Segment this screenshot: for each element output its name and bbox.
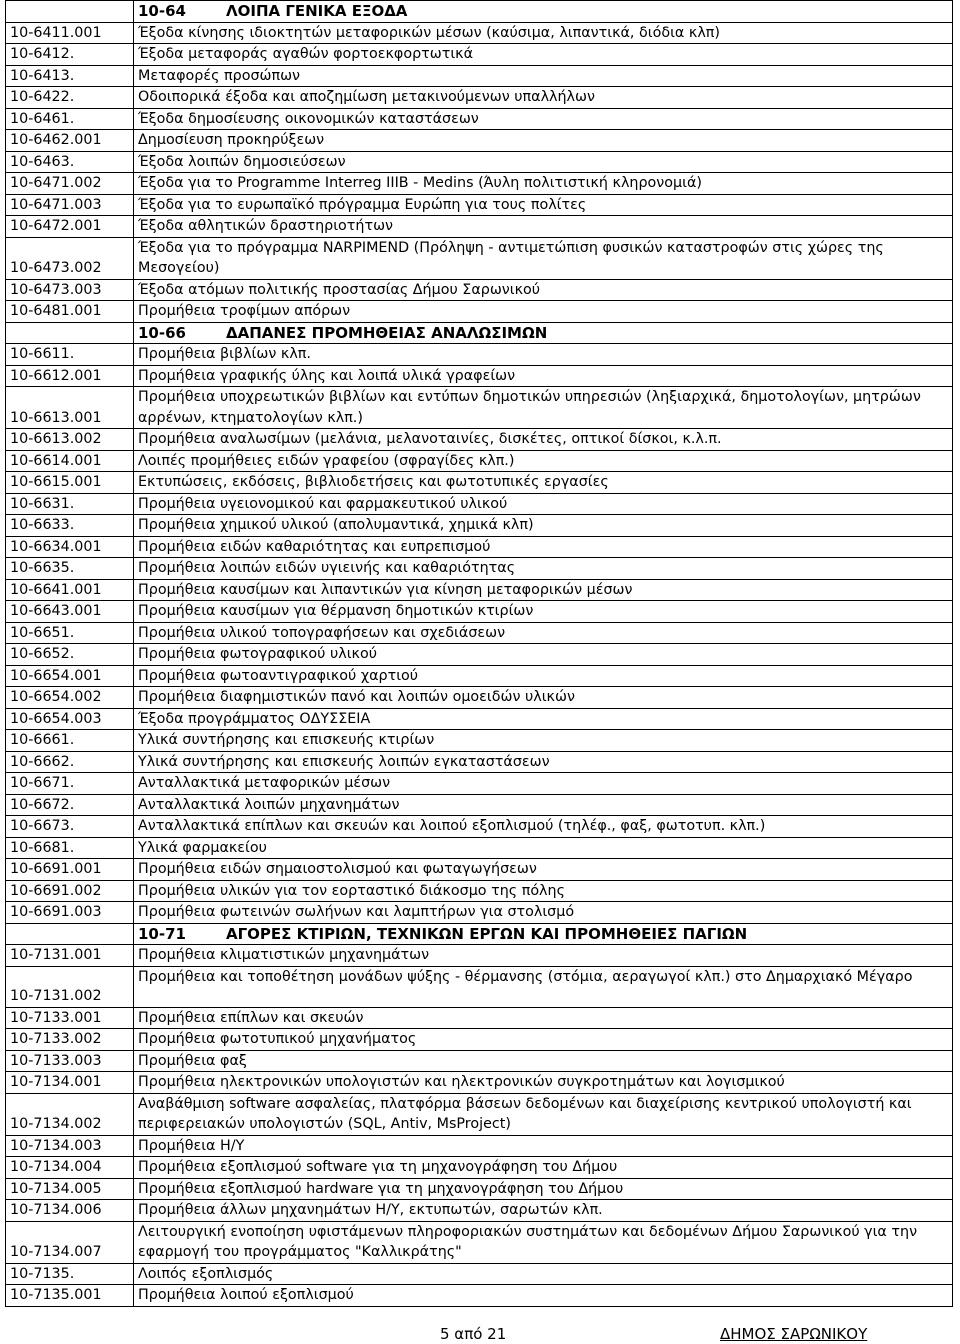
account-description: Έξοδα ατόμων πολιτικής προστασίας Δήμου Σαρωνικού: [134, 279, 953, 301]
section-header-row: [6, 923, 953, 945]
account-code: 10-6614.001: [6, 450, 134, 472]
table-row: [6, 902, 953, 924]
account-code: 10-6612.001: [6, 365, 134, 387]
table-row: [6, 493, 953, 515]
account-code: 10-6633.: [6, 515, 134, 537]
account-description: Προμήθεια γραφικής ύλης και λοιπά υλικά γραφείων: [134, 365, 953, 387]
account-code: 10-6681.: [6, 837, 134, 859]
account-code: 10-6661.: [6, 730, 134, 752]
municipality-name: ΔΗΜΟΣ ΣΑΡΩΝΙΚΟΥ: [720, 1325, 868, 1343]
account-description: Λειτουργική ενοποίηση υφιστάμενων πληροφοριακών συστημάτων και δεδομένων Δήμου Σαρωνικού για την εφαρμογή του προγράμματος "Καλλικράτης": [134, 1221, 953, 1263]
account-code: 10-6643.001: [6, 601, 134, 623]
account-description: Προμήθεια καυσίμων και λιπαντικών για κίνηση μεταφορικών μέσων: [134, 579, 953, 601]
account-description: Υλικά συντήρησης και επισκευής λοιπών εγκαταστάσεων: [134, 751, 953, 773]
account-description: Προμήθεια υγειονομικού και φαρμακευτικού υλικού: [134, 493, 953, 515]
table-row: [6, 108, 953, 130]
table-row: [6, 429, 953, 451]
account-code: 10-6461.: [6, 108, 134, 130]
account-description: Ανταλλακτικά επίπλων και σκευών και λοιπού εξοπλισμού (τηλέφ., φαξ, φωτοτυπ. κλπ.): [134, 816, 953, 838]
section-header: [134, 1, 953, 23]
account-description: Δημοσίευση προκηρύξεων: [134, 130, 953, 152]
account-code: 10-6654.001: [6, 665, 134, 687]
table-row: [6, 644, 953, 666]
table-row: [6, 1178, 953, 1200]
account-description: Προμήθεια εξοπλισμού software για τη μηχανογράφηση του Δήμου: [134, 1157, 953, 1179]
account-description: Προμήθεια και τοποθέτηση μονάδων ψύξης - θέρμανσης (στόμια, αεραγωγοί κλπ.) στο Δημαρχιακό Μέγαρο: [134, 966, 953, 1007]
account-description: Προμήθεια χημικού υλικού (απολυμαντικά, χημικά κλπ): [134, 515, 953, 537]
table-row: [6, 194, 953, 216]
table-row: [6, 1072, 953, 1094]
account-code: 10-7134.006: [6, 1200, 134, 1222]
table-row: [6, 945, 953, 967]
account-code: 10-6411.001: [6, 22, 134, 44]
account-description: Προμήθεια ειδών καθαριότητας και ευπρεπισμού: [134, 536, 953, 558]
table-row: [6, 966, 953, 1007]
table-row: [6, 1029, 953, 1051]
table-row: [6, 1007, 953, 1029]
account-description: Έξοδα προγράμματος ΟΔΥΣΣΕΙΑ: [134, 708, 953, 730]
account-description: Υλικά φαρμακείου: [134, 837, 953, 859]
account-code: 10-7131.001: [6, 945, 134, 967]
table-row: [6, 622, 953, 644]
section-title: ΛΟΙΠΑ ΓΕΝΙΚΑ ΕΞΟΔΑ: [226, 2, 408, 20]
account-description: Προμήθεια βιβλίων κλπ.: [134, 344, 953, 366]
account-description: Έξοδα για το ευρωπαϊκό πρόγραμμα Ευρώπη για τους πολίτες: [134, 194, 953, 216]
account-code: 10-6634.001: [6, 536, 134, 558]
account-code: 10-6641.001: [6, 579, 134, 601]
account-code: 10-7134.004: [6, 1157, 134, 1179]
account-code: 10-6471.002: [6, 173, 134, 195]
account-description: Προμήθεια ηλεκτρονικών υπολογιστών και ηλεκτρονικών συγκροτημάτων και λογισμικού: [134, 1072, 953, 1094]
table-row: [6, 794, 953, 816]
table-row: [6, 472, 953, 494]
account-code: 10-7133.002: [6, 1029, 134, 1051]
table-row: [6, 687, 953, 709]
account-code: 10-6654.002: [6, 687, 134, 709]
account-description: Προμήθεια λοιπού εξοπλισμού: [134, 1285, 953, 1307]
account-code: 10-6652.: [6, 644, 134, 666]
account-code: 10-6412.: [6, 44, 134, 66]
section-header: [134, 322, 953, 344]
account-description: Λοιπός εξοπλισμός: [134, 1263, 953, 1285]
account-code: 10-7133.003: [6, 1050, 134, 1072]
table-row: [6, 859, 953, 881]
account-description: Έξοδα λοιπών δημοσιεύσεων: [134, 151, 953, 173]
account-code: 10-6635.: [6, 558, 134, 580]
table-row: [6, 708, 953, 730]
table-row: [6, 216, 953, 238]
account-description: Έξοδα αθλητικών δραστηριοτήτων: [134, 216, 953, 238]
account-description: Προμήθεια υποχρεωτικών βιβλίων και εντύπων δημοτικών υπηρεσιών (ληξιαρχικά, δημοτολογίων, μητρώων αρρένων, κτηματολογίων κλπ.): [134, 387, 953, 429]
account-code: 10-6651.: [6, 622, 134, 644]
account-description: Έξοδα για το πρόγραμμα NARPIMEND (Πρόληψη - αντιμετώπιση φυσικών καταστροφών στις χώρες της Μεσογείου): [134, 237, 953, 279]
account-description: Προμήθεια άλλων μηχανημάτων Η/Υ, εκτυπωτών, σαρωτών κλπ.: [134, 1200, 953, 1222]
table-row: [6, 751, 953, 773]
table-row: [6, 665, 953, 687]
account-description: Ανταλλακτικά μεταφορικών μέσων: [134, 773, 953, 795]
account-description: Προμήθεια εξοπλισμού hardware για τη μηχανογράφηση του Δήμου: [134, 1178, 953, 1200]
account-description: Οδοιπορικά έξοδα και αποζημίωση μετακινούμενων υπαλλήλων: [134, 87, 953, 109]
account-code: 10-6672.: [6, 794, 134, 816]
table-row: [6, 65, 953, 87]
account-description: Αναβάθμιση software ασφαλείας, πλατφόρμα βάσεων δεδομένων και διαχείρισης κεντρικού υπολογιστή και περιφερειακών υπολογιστών (SQL, Antiv, MsProject): [134, 1093, 953, 1135]
account-code: 10-7134.002: [6, 1093, 134, 1135]
account-code: 10-6481.001: [6, 301, 134, 323]
table-row: [6, 730, 953, 752]
account-description: Έξοδα κίνησης ιδιοκτητών μεταφορικών μέσων (καύσιμα, λιπαντικά, διόδια κλπ): [134, 22, 953, 44]
table-row: [6, 44, 953, 66]
table-row: [6, 579, 953, 601]
account-description: Λοιπές προμήθειες ειδών γραφείου (σφραγίδες κλπ.): [134, 450, 953, 472]
account-description: Έξοδα μεταφοράς αγαθών φορτοεκφορτωτικά: [134, 44, 953, 66]
table-row: [6, 1050, 953, 1072]
account-description: Προμήθεια επίπλων και σκευών: [134, 1007, 953, 1029]
table-row: [6, 1135, 953, 1157]
account-description: Προμήθεια αναλωσίμων (μελάνια, μελανοταινίες, δισκέτες, οπτικοί δίσκοι, κ.λ.π.: [134, 429, 953, 451]
account-description: Προμήθεια φαξ: [134, 1050, 953, 1072]
table-row: [6, 87, 953, 109]
section-header-spacer: [6, 923, 134, 945]
table-row: [6, 344, 953, 366]
budget-table: [5, 0, 953, 1307]
account-code: 10-6471.003: [6, 194, 134, 216]
table-row: [6, 1093, 953, 1135]
account-code: 10-6611.: [6, 344, 134, 366]
account-code: 10-7134.001: [6, 1072, 134, 1094]
account-description: Εκτυπώσεις, εκδόσεις, βιβλιοδετήσεις και φωτοτυπικές εργασίες: [134, 472, 953, 494]
account-code: 10-6472.001: [6, 216, 134, 238]
account-code: 10-6662.: [6, 751, 134, 773]
account-description: Προμήθεια λοιπών ειδών υγιεινής και καθαριότητας: [134, 558, 953, 580]
table-row: [6, 130, 953, 152]
page-footer: [0, 1325, 960, 1344]
table-row: [6, 536, 953, 558]
table-row: [6, 450, 953, 472]
budget-sheet: [5, 0, 952, 1307]
table-row: [6, 151, 953, 173]
account-code: 10-6671.: [6, 773, 134, 795]
table-row: [6, 816, 953, 838]
account-code: 10-6654.003: [6, 708, 134, 730]
table-row: [6, 1200, 953, 1222]
account-description: Ανταλλακτικά λοιπών μηχανημάτων: [134, 794, 953, 816]
account-code: 10-6463.: [6, 151, 134, 173]
budget-table-body: [6, 1, 953, 1307]
section-code: 10-66: [138, 323, 186, 342]
account-code: 10-6462.001: [6, 130, 134, 152]
account-description: Προμήθεια ειδών σημαιοστολισμού και φωταγωγήσεων: [134, 859, 953, 881]
account-code: 10-6673.: [6, 816, 134, 838]
table-row: [6, 173, 953, 195]
section-header-row: [6, 1, 953, 23]
account-code: 10-6613.001: [6, 387, 134, 429]
table-row: [6, 365, 953, 387]
account-code: 10-6691.001: [6, 859, 134, 881]
account-description: Προμήθεια Η/Υ: [134, 1135, 953, 1157]
table-row: [6, 1263, 953, 1285]
section-code: 10-71: [138, 924, 186, 943]
table-row: [6, 1221, 953, 1263]
account-code: 10-6615.001: [6, 472, 134, 494]
table-row: [6, 237, 953, 279]
account-description: Προμήθεια διαφημιστικών πανό και λοιπών ομοειδών υλικών: [134, 687, 953, 709]
account-description: Προμήθεια φωτογραφικού υλικού: [134, 644, 953, 666]
table-row: [6, 301, 953, 323]
account-description: Μεταφορές προσώπων: [134, 65, 953, 87]
account-code: 10-6473.003: [6, 279, 134, 301]
account-description: Προμήθεια τροφίμων απόρων: [134, 301, 953, 323]
table-row: [6, 837, 953, 859]
section-header: [134, 923, 953, 945]
account-code: 10-6691.003: [6, 902, 134, 924]
table-row: [6, 880, 953, 902]
section-title: ΔΑΠΑΝΕΣ ΠΡΟΜΗΘΕΙΑΣ ΑΝΑΛΩΣΙΜΩΝ: [226, 323, 548, 342]
table-row: [6, 601, 953, 623]
account-description: Προμήθεια φωτοαντιγραφικού χαρτιού: [134, 665, 953, 687]
account-code: 10-6631.: [6, 493, 134, 515]
section-title: ΑΓΟΡΕΣ ΚΤΙΡΙΩΝ, ΤΕΧΝΙΚΩΝ ΕΡΓΩΝ ΚΑΙ ΠΡΟΜΗΘΕΙΕΣ ΠΑΓΙΩΝ: [226, 924, 748, 943]
account-code: 10-7131.002: [6, 966, 134, 1007]
section-header-spacer: [6, 322, 134, 344]
section-header-row: [6, 322, 953, 344]
account-code: 10-7134.005: [6, 1178, 134, 1200]
table-row: [6, 22, 953, 44]
table-row: [6, 279, 953, 301]
table-row: [6, 1157, 953, 1179]
account-code: 10-7135.001: [6, 1285, 134, 1307]
section-code: 10-64: [138, 2, 186, 20]
account-code: 10-7135.: [6, 1263, 134, 1285]
account-description: Έξοδα για το Programme Interreg IIIB - Medins (Άυλη πολιτιστική κληρονομιά): [134, 173, 953, 195]
account-code: 10-7133.001: [6, 1007, 134, 1029]
account-code: 10-6691.002: [6, 880, 134, 902]
account-code: 10-7134.003: [6, 1135, 134, 1157]
account-description: Υλικά συντήρησης και επισκευής κτιρίων: [134, 730, 953, 752]
account-description: Προμήθεια υλικών για τον εορταστικό διάκοσμο της πόλης: [134, 880, 953, 902]
section-header-spacer: [6, 1, 134, 23]
account-description: Προμήθεια καυσίμων για θέρμανση δημοτικών κτιρίων: [134, 601, 953, 623]
table-row: [6, 773, 953, 795]
account-code: 10-6413.: [6, 65, 134, 87]
account-description: Προμήθεια υλικού τοπογραφήσεων και σχεδιάσεων: [134, 622, 953, 644]
account-code: 10-6473.002: [6, 237, 134, 279]
account-code: 10-7134.007: [6, 1221, 134, 1263]
table-row: [6, 387, 953, 429]
table-row: [6, 1285, 953, 1307]
page-number: 5 από 21: [440, 1325, 507, 1343]
account-code: 10-6613.002: [6, 429, 134, 451]
table-row: [6, 515, 953, 537]
account-description: Προμήθεια φωτοτυπικού μηχανήματος: [134, 1029, 953, 1051]
account-code: 10-6422.: [6, 87, 134, 109]
account-description: Προμήθεια κλιματιστικών μηχανημάτων: [134, 945, 953, 967]
account-description: Έξοδα δημοσίευσης οικονομικών καταστάσεων: [134, 108, 953, 130]
account-description: Προμήθεια φωτεινών σωλήνων και λαμπτήρων για στολισμό: [134, 902, 953, 924]
table-row: [6, 558, 953, 580]
